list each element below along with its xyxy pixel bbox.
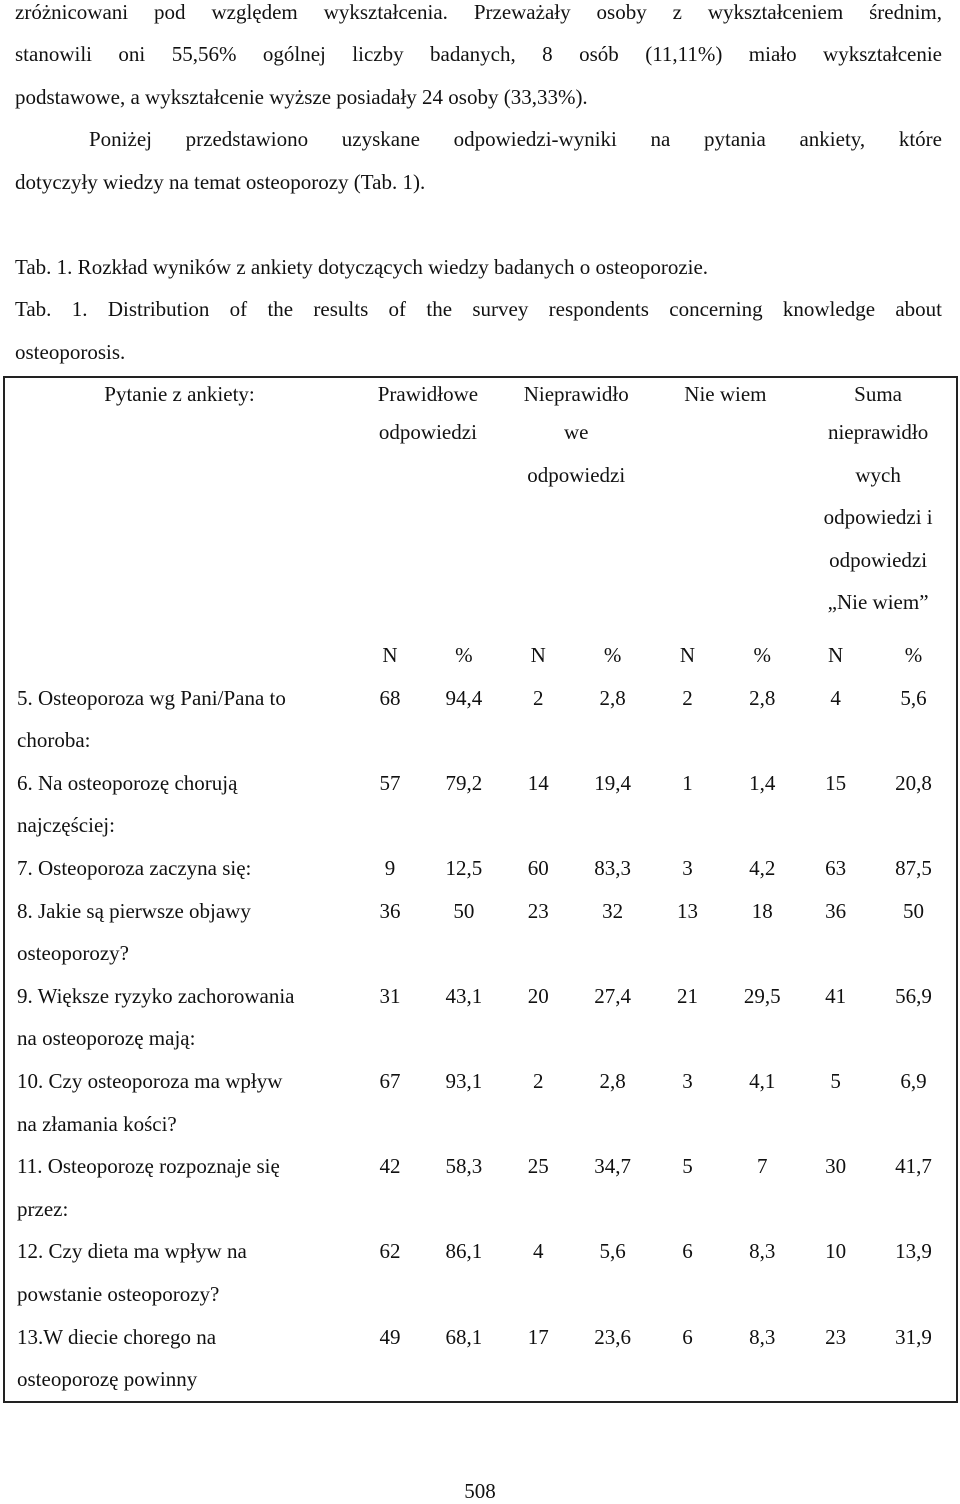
question-text-line: choroba: (17, 728, 91, 753)
value-cell: 50 (453, 898, 475, 923)
question-text-line: przez: (17, 1196, 69, 1221)
value-cell: 56,9 (895, 983, 932, 1008)
question-text-line: 7. Osteoporoza zaczyna się: (17, 855, 252, 880)
question-text-line: osteoporozę powinny (17, 1367, 198, 1392)
question-text-line: 5. Osteoporoza wg Pani/Pana to (17, 685, 286, 710)
question-cell (4, 975, 354, 1060)
question-cell (4, 762, 354, 847)
sub-header-cell: % (753, 643, 772, 667)
value-cell: 15 (825, 770, 847, 795)
page-number: 508 (464, 1479, 496, 1503)
value-cell: 4 (533, 1239, 544, 1264)
column-header-line: Nieprawidło (523, 382, 629, 406)
value-cell: 34,7 (594, 1154, 632, 1179)
value-cell: 41,7 (895, 1154, 932, 1179)
question-cell (4, 890, 354, 975)
column-header-line: Prawidłowe (377, 382, 479, 406)
question-text-line: 12. Czy dieta ma wpływ na (17, 1239, 247, 1264)
table-row (4, 1145, 957, 1230)
value-cell: 29,5 (743, 983, 781, 1008)
question-text-line: na złamania kości? (17, 1111, 177, 1136)
sub-header-cell: % (603, 643, 622, 667)
value-cell: 17 (527, 1324, 549, 1349)
table-caption-pl: Tab. 1. Rozkład wyników z ankiety dotyczących wiedzy badanych o osteoporozie. (15, 255, 709, 279)
sub-header-row (4, 634, 957, 677)
sub-header-cell: % (455, 643, 473, 667)
question-cell (4, 677, 354, 762)
value-cell: 6,9 (900, 1068, 927, 1093)
table-row (4, 677, 957, 762)
value-cell: 30 (825, 1154, 847, 1179)
value-cell: 18 (751, 898, 773, 923)
question-text-line: 11. Osteoporozę rozpoznaje się (17, 1154, 280, 1179)
table-caption-en-cont: osteoporosis. (15, 340, 126, 364)
value-cell: 5,6 (900, 685, 927, 710)
sub-header-cell: % (904, 643, 923, 667)
question-cell (4, 1145, 354, 1230)
value-cell: 2 (533, 685, 544, 710)
value-cell: 8,3 (749, 1239, 776, 1264)
question-text-line: 9. Większe ryzyko zachorowania (17, 983, 295, 1008)
sub-header-cell: N (530, 643, 546, 667)
value-cell: 42 (379, 1154, 401, 1179)
question-text-line: osteoporozy? (17, 941, 129, 966)
value-cell: 19,4 (594, 770, 632, 795)
value-cell: 36 (825, 898, 847, 923)
value-cell: 60 (527, 855, 549, 880)
value-cell: 20,8 (895, 770, 932, 795)
value-cell: 8,3 (749, 1324, 776, 1349)
question-text-line: na osteoporozę mają: (17, 1026, 196, 1051)
value-cell: 31 (379, 983, 401, 1008)
paragraph-line: zróżnicowani pod względem wykształcenia. Przeważały osoby z wykształceniem średnim, (15, 0, 942, 24)
value-cell: 49 (379, 1324, 401, 1349)
table-row (4, 1060, 957, 1145)
value-cell: 20 (527, 983, 549, 1008)
results-table (3, 376, 958, 1403)
column-header-line: nieprawidło (827, 420, 929, 444)
column-header-line: odpowiedzi (829, 547, 928, 572)
value-cell: 23 (527, 898, 549, 923)
value-cell: 41 (825, 983, 847, 1008)
column-header-line: Nie wiem (684, 382, 767, 406)
value-cell: 2 (533, 1068, 544, 1093)
question-text-line: 6. Na osteoporozę chorują (17, 770, 238, 795)
value-cell: 1 (682, 770, 693, 795)
column-header-line: we (563, 420, 589, 444)
column-header-line: odpowiedzi (378, 420, 477, 444)
value-cell: 13 (676, 898, 698, 923)
value-cell: 5,6 (599, 1239, 626, 1264)
paragraph-line: podstawowe, a wykształcenie wyższe posiadały 24 osoby (33,33%). (15, 85, 588, 109)
question-text-line: najczęściej: (17, 813, 115, 838)
question-cell (4, 1060, 354, 1145)
table-row (4, 975, 957, 1060)
sub-header-cell: N (828, 643, 844, 667)
value-cell: 2 (682, 685, 693, 710)
value-cell: 83,3 (594, 855, 632, 880)
value-cell: 7 (757, 1154, 768, 1179)
paragraph-line: Poniżej przedstawiono uzyskane odpowiedzi-wyniki na pytania ankiety, które (89, 127, 942, 151)
table-header-row (4, 377, 957, 634)
sub-header-cell: N (382, 643, 398, 667)
value-cell: 50 (903, 898, 925, 923)
value-cell: 13,9 (895, 1239, 932, 1264)
table-row (4, 1316, 957, 1402)
question-cell (4, 847, 354, 890)
column-header-line: Suma (854, 382, 903, 406)
value-cell: 3 (682, 855, 693, 880)
value-cell: 23 (825, 1324, 847, 1349)
question-column-header: Pytanie z ankiety: (104, 382, 255, 406)
value-cell: 68,1 (445, 1324, 483, 1349)
value-cell: 12,5 (445, 855, 483, 880)
value-cell: 6 (682, 1324, 693, 1349)
value-cell: 9 (384, 855, 396, 880)
value-cell: 62 (379, 1239, 401, 1264)
value-cell: 94,4 (445, 685, 483, 710)
paragraph-line: dotyczyły wiedzy na temat osteoporozy (Tab. 1). (15, 170, 426, 194)
value-cell: 31,9 (895, 1324, 932, 1349)
value-cell: 87,5 (895, 855, 932, 880)
value-cell: 4,1 (749, 1068, 776, 1093)
question-text-line: 13.W diecie chorego na (17, 1324, 217, 1349)
value-cell: 2,8 (749, 685, 776, 710)
value-cell: 57 (379, 770, 401, 795)
value-cell: 21 (676, 983, 698, 1008)
value-cell: 27,4 (594, 983, 632, 1008)
column-header-line: „Nie wiem” (827, 590, 929, 615)
value-cell: 25 (527, 1154, 549, 1179)
value-cell: 79,2 (445, 770, 483, 795)
value-cell: 67 (379, 1068, 401, 1093)
table-row (4, 890, 957, 975)
value-cell: 63 (825, 855, 847, 880)
question-text-line: powstanie osteoporozy? (17, 1281, 220, 1306)
value-cell: 5 (830, 1068, 841, 1093)
value-cell: 5 (682, 1154, 693, 1179)
value-cell: 2,8 (599, 685, 626, 710)
value-cell: 23,6 (594, 1324, 632, 1349)
paragraph-line: stanowili oni 55,56% ogólnej liczby badanych, 8 osób (11,11%) miało wykształcenie (15, 42, 942, 66)
column-header-line: odpowiedzi (527, 462, 626, 487)
value-cell: 6 (682, 1239, 693, 1264)
value-cell: 86,1 (445, 1239, 483, 1264)
value-cell: 3 (682, 1068, 693, 1093)
column-header-line: wych (855, 462, 901, 487)
value-cell: 1,4 (749, 770, 776, 795)
question-cell (4, 1230, 354, 1315)
column-header-line: odpowiedzi i (823, 505, 933, 530)
table-row (4, 847, 957, 890)
table-caption-en: Tab. 1. Distribution of the results of the survey respondents concerning knowledge about (15, 297, 942, 321)
question-text-line: 8. Jakie są pierwsze objawy (17, 898, 251, 923)
value-cell: 36 (379, 898, 401, 923)
table-row (4, 1230, 957, 1315)
value-cell: 58,3 (445, 1154, 483, 1179)
value-cell: 68 (379, 685, 401, 710)
sub-header-cell: N (679, 643, 696, 667)
question-cell (4, 1316, 354, 1402)
value-cell: 43,1 (445, 983, 483, 1008)
value-cell: 32 (602, 898, 624, 923)
value-cell: 4 (830, 685, 841, 710)
table-row (4, 762, 957, 847)
value-cell: 2,8 (599, 1068, 626, 1093)
value-cell: 10 (825, 1239, 847, 1264)
value-cell: 14 (527, 770, 549, 795)
value-cell: 93,1 (445, 1068, 483, 1093)
question-text-line: 10. Czy osteoporoza ma wpływ (17, 1068, 283, 1093)
value-cell: 4,2 (749, 855, 776, 880)
